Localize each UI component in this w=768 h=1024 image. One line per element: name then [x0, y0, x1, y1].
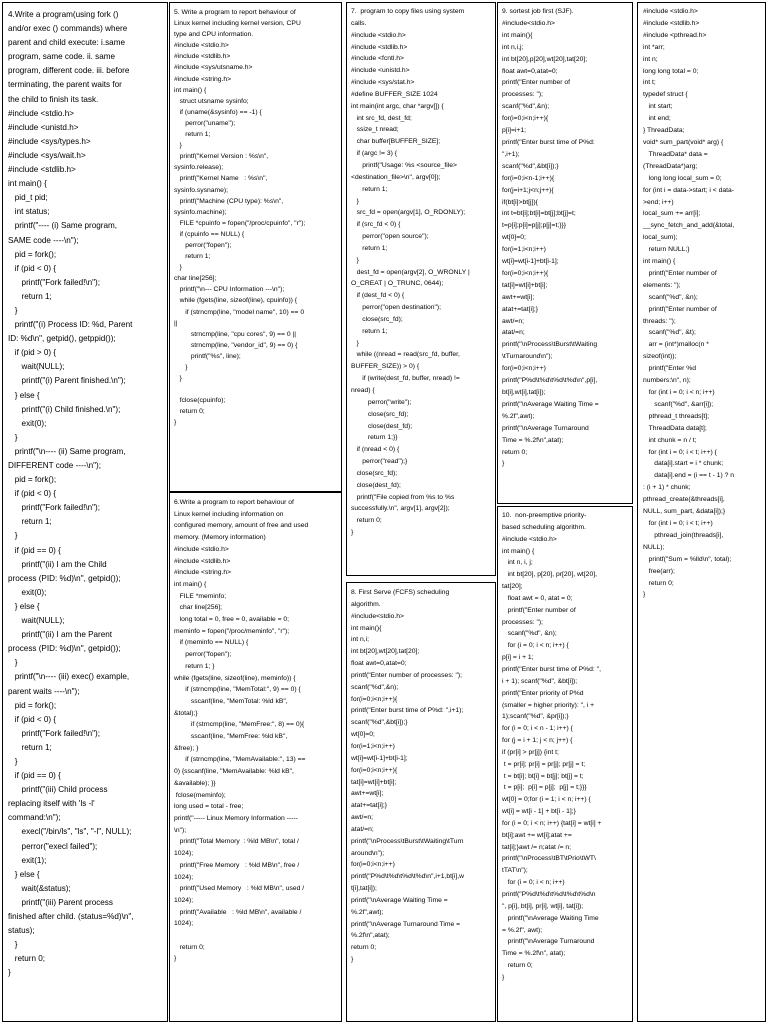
program-10-code: 10. non-preemptive priority- based scheduling algorithm. #include <stdio.h> int main() { int n, i, j; int bt[20], p[20], pr[20], wt[20], tat[20]; float awt = 0, atat = 0; printf("Enter number of processes: "); scanf("%d", &n); for (i = 0; i < n; i++) { p[i] = i + 1; printf("Enter burst time of P%d: ", i + 1); scanf("%d", &bt[i]); printf("Enter priority of P%d (smaller = higher priority): ", i + 1);scanf("%d", &pr[i]);} for (i = 0; i < n - 1; i++) { for (j = i + 1; j < n; j++) { if (pr[i] > pr[j]) {int t; t = pr[i]; pr[i] = pr[j]; pr[j] = t; t = bt[i]; bt[i] = bt[j]; bt[j] = t; t = p[i]; p[i] = p[j]; p[j] = t;}}} wt[0] = 0;for (i = 1; i < n; i++) { wt[i] = wt[i - 1] + bt[i - 1];} for (i = 0; i < n; i++) {tat[i] = wt[i] + bt[i];awt += wt[i];atat += tat[i];}awt /= n;atat /= n; printf("\nProcess\tBT\tPrio\tWT\ tTAT\n"); for (i = 0; i < n; i++) printf("P%d\t%d\t%d\t%d\t%d\n ", p[i], bt[i], pr[i], wt[i], tat[i]); printf("\nAverage Waiting Time = %.2f", awt); printf("\nAverage Turnaround Time = %.2f\n", atat); return 0; }: [502, 512, 602, 981]
program-5-code: 5. Write a program to report behaviour of Linux kernel including kernel version, CPU type and CPU information. #include <stdio.h> #include <stdlib.h> #include <sys/utsname.h> #include <string.h> int main() { struct utsname sysinfo; if (uname(&sysinfo) == -1) { perror("uname"); return 1; } printf("Kernel Version : %s\n", sysinfo.release); printf("Kernel Name : %s\n", sysinfo.sysname); printf("Machine (CPU type): %s\n", sysinfo.machine); FILE *cpuinfo = fopen("/proc/cpuinfo", "r"); if (cpuinfo == NULL) { perror("fopen"); return 1; } char line[256]; printf("\n--- CPU Information ---\n"); while (fgets(line, sizeof(line), cpuinfo)) { if (strncmp(line, "model name", 10) == 0 || strncmp(line, "cpu cores", 9) == 0 || strncmp(line, "vendor_id", 9) == 0) { printf("%s", line); } } fclose(cpuinfo); return 0; }: [174, 9, 306, 427]
program-5-kernel-info-box: [169, 2, 342, 492]
program-10-priority-box: [497, 506, 633, 1022]
program-11-pthread-sum-box: [637, 2, 766, 1022]
program-8-code: 8. First Serve (FCFS) scheduling algorithm. #include<stdio.h> int main(){ int n,i; int bt[20],wt[20],tat[20]; float awt=0,atat=0; printf("Enter number of processes: "); scanf("%d",&n); for(i=0;i<n;i++){ printf("Enter burst time of P%d: ",i+1); scanf("%d",&bt[i]);} wt[0]=0; for(i=1;i<n;i++) wt[i]=wt[i-1]+bt[i-1]; for(i=0;i<n;i++){ tat[i]=wt[i]+bt[i]; awt+=wt[i]; atat+=tat[i];} awt/=n; atat/=n; printf("\nProcess\tBurst\tWaiting\tTurn around\n"); for(i=0;i<n;i++) printf("P%d\t%d\t%d\t%d\n",i+1,bt[i],w t[i],tat[i]); printf("\nAverage Waiting Time = %.2f",awt); printf("\nAverage Turnaround Time = %.2f\n",atat); return 0; }: [351, 589, 465, 964]
program-4-code: 4.Write a program(using fork () and/or exec () commands) where parent and child execute: i.same program, same code. ii. same program, different code. iii. before terminating, the parent waits for the child to finish its task. #include <stdio.h> #include <unistd.h> #include <sys/types.h> #include <sys/wait.h> #include <stdlib.h> int main() { pid_t pid; int status; printf("---- (i) Same program, SAME code ----\n"); pid = fork(); if (pid < 0) { printf("Fork failed!\n"); return 1; } printf("(i) Process ID: %d, Parent ID: %d\n", getpid(), getppid()); if (pid > 0) { wait(NULL); printf("(i) Parent finished.\n"); } else { printf("(i) Child finished.\n"); exit(0); } printf("\n---- (ii) Same program, DIFFERENT code ----\n"); pid = fork(); if (pid < 0) { printf("Fork failed!\n"); return 1; } if (pid == 0) { printf("(ii) I am the Child process (PID: %d)\n", getpid()); exit(0); } else { wait(NULL); printf("(ii) I am the Parent process (PID: %d)\n", getpid()); } printf("\n---- (iii) exec() example, parent waits ----\n"); pid = fork(); if (pid < 0) { printf("Fork failed!\n"); return 1; } if (pid == 0) { printf("(iii) Child process replacing itself with 'ls -l' command:\n"); execl("/bin/ls", "ls", "-l", NULL); perror("execl failed"); exit(1); } else { wait(&status); printf("(iii) Parent process finished after child. (status=%d)\n", status); } return 0; }: [8, 10, 134, 978]
program-4-fork-exec-box: [2, 2, 168, 1022]
program-6-code: 6.Write a program to report behaviour of Linux kernel including information on configured memory, amount of free and used memory. (Memory information) #include <stdio.h> #include <stdlib.h> #include <string.h> int main() { FILE *meminfo; char line[256]; long total = 0, free = 0, available = 0; meminfo = fopen("/proc/meminfo", "r"); if (meminfo == NULL) { perror("fopen"); return 1; } while (fgets(line, sizeof(line), meminfo)) { if (strncmp(line, "MemTotal:", 9) == 0) { sscanf(line, "MemTotal: %ld kB", &total);} if (strncmp(line, "MemFree:", 8) == 0){ sscanf(line, "MemFree: %ld kB", &free); } if (strncmp(line, "MemAvailable:", 13) == 0) {sscanf(line, "MemAvailable: %ld kB", &available); }} fclose(meminfo); long used = total - free; printf("----- Linux Memory Information ----- \n"); printf("Total Memory : %ld MB\n", total / 1024); printf("Free Memory : %ld MB\n", free / 1024); printf("Used Memory : %ld MB\n", used / 1024); printf("Available : %ld MB\n", available / 1024); return 0; }: [174, 499, 309, 963]
program-6-memory-info-box: [169, 492, 342, 1022]
program-9-sjf-box: [497, 2, 633, 504]
program-11-code: #include <stdio.h> #include <stdlib.h> #include <pthread.h> int *arr; int n; long long total = 0; int t; typedef struct { int start; int end; } ThreadData; void* sum_part(void* arg) { ThreadData* data = (ThreadData*)arg; long long local_sum = 0; for (int i = data->start; i < data- >end; i++) local_sum += arr[i]; __sync_fetch_and_add(&total, local_sum); return NULL;} int main() { printf("Enter number of elements: "); scanf("%d", &n); printf("Enter number of threads: "); scanf("%d", &t); arr = (int*)malloc(n * sizeof(int)); printf("Enter %d numbers:\n", n); for (int i = 0; i < n; i++) scanf("%d", &arr[i]); pthread_t threads[t]; ThreadData data[t]; int chunk = n / t; for (int i = 0; i < t; i++) { data[i].start = i * chunk; data[i].end = (i == t - 1) ? n : (i + 1) * chunk; pthread_create(&threads[i], NULL, sum_part, &data[i]);} for (int i = 0; i < t; i++) pthread_join(threads[i], NULL); printf("Sum = %lld\n", total); free(arr); return 0; }: [643, 8, 735, 599]
program-7-code: 7. program to copy files using system calls. #include <stdio.h> #include <stdlib.h> #include <fcntl.h> #include <unistd.h> #include <sys/stat.h> #define BUFFER_SIZE 1024 int main(int argc, char *argv[]) { int src_fd, dest_fd; ssize_t nread; char buffer[BUFFER_SIZE]; if (argc != 3) { printf("Usage: %s <source_file> <destination_file>\n", argv[0]); return 1; } src_fd = open(argv[1], O_RDONLY); if (src_fd < 0) { perror("open source"); return 1; } dest_fd = open(argv[2], O_WRONLY | O_CREAT | O_TRUNC, 0644); if (dest_fd < 0) { perror("open destination"); close(src_fd); return 1; } while ((nread = read(src_fd, buffer, BUFFER_SIZE)) > 0) { if (write(dest_fd, buffer, nread) != nread) { perror("write"); close(src_fd); close(dest_fd); return 1;}} if (nread < 0) { perror("read");} close(src_fd); close(dest_fd); printf("File copied from %s to %s successfully.\n", argv[1], argv[2]); return 0; }: [351, 8, 470, 537]
program-7-file-copy-box: [346, 2, 496, 576]
program-8-fcfs-box: [346, 582, 496, 1022]
program-9-code: 9. sortest job first (SJF). #include<stdio.h> int main(){ int n,i,j; int bt[20],p[20],wt[20],tat[20]; float awt=0,atat=0; printf("Enter number of processes: "); scanf("%d",&n); for(i=0;i<n;i++){ p[i]=i+1; printf("Enter burst time of P%d: ",i+1); scanf("%d",&bt[i]);} for(i=0;i<n-1;i++){ for(j=i+1;j<n;j++){ if(bt[i]>bt[j]){ int t=bt[i];bt[i]=bt[j];bt[j]=t; t=p[i];p[i]=p[j];p[j]=t;}}} wt[0]=0; for(i=1;i<n;i++) wt[i]=wt[i-1]+bt[i-1]; for(i=0;i<n;i++){ tat[i]=wt[i]+bt[i]; awt+=wt[i]; atat+=tat[i];} awt/=n; atat/=n; printf("\nProcess\tBurst\tWaiting \tTurnaround\n"); for(i=0;i<n;i++) printf("P%d\t%d\t%d\t%d\n",p[i], bt[i],wt[i],tat[i]); printf("\nAverage Waiting Time = %.2f",awt); printf("\nAverage Turnaround Time = %.2f\n",atat); return 0; }: [502, 8, 599, 468]
